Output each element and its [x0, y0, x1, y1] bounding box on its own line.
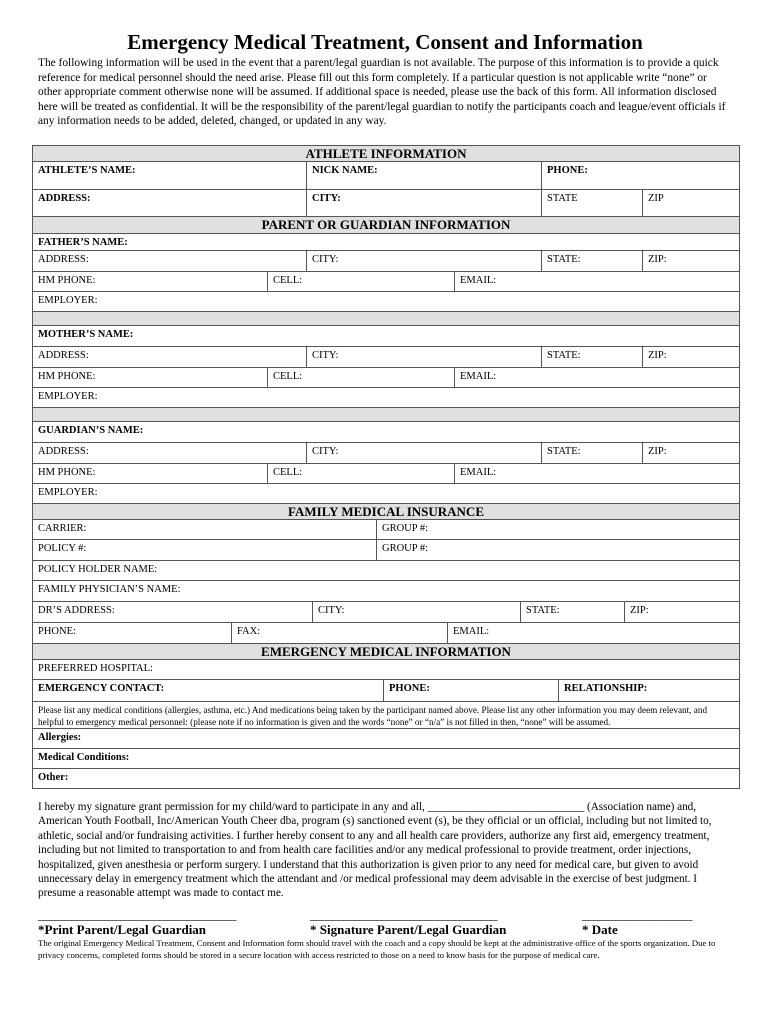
- dr-zip-field[interactable]: ZIP:: [624, 602, 741, 622]
- father-city-field[interactable]: CITY:: [306, 251, 541, 271]
- footer-note: The original Emergency Medical Treatment, Consent and Information form should travel with the coach and a copy should be kept at the administrative office of the sports organization. Due to privacy concerns, completed forms should be stored in a secure location with access restricted to those on a need to know basis for the purpose of medical care.: [38, 938, 716, 960]
- form-title: Emergency Medical Treatment, Consent and Information: [127, 30, 643, 54]
- guardian-name-field[interactable]: GUARDIAN’S NAME:: [38, 425, 144, 436]
- guardian-employer-row: [32, 484, 740, 504]
- guardian-employer-field[interactable]: EMPLOYER:: [38, 487, 98, 498]
- mother-state-field[interactable]: STATE:: [541, 347, 642, 367]
- mother-zip-field[interactable]: ZIP:: [642, 347, 741, 367]
- father-address-field[interactable]: ADDRESS:: [38, 254, 89, 265]
- mother-cell-field[interactable]: CELL:: [267, 368, 454, 387]
- father-zip-field[interactable]: ZIP:: [642, 251, 741, 271]
- athlete-section-header: ATHLETE INFORMATION: [32, 145, 740, 162]
- dr-state-field[interactable]: STATE:: [520, 602, 624, 622]
- guardian-zip-field[interactable]: ZIP:: [642, 443, 741, 463]
- father-address-row: [32, 251, 740, 272]
- father-employer-field[interactable]: EMPLOYER:: [38, 295, 98, 306]
- print-name-label: *Print Parent/Legal Guardian: [38, 922, 207, 937]
- mother-employer-row: [32, 388, 740, 408]
- guardian-phone-row: [32, 464, 740, 484]
- emergency-phone-field[interactable]: PHONE:: [383, 680, 558, 701]
- intro-text: The following information will be used in the event that a parent/legal guardian is not available. The purpose of this information is to provide a quick reference for medical personnel should the need arise. Please fill out this form completely. If a particular question is not applicable write “none” or other appropriate comment otherwise none will be assumed. If additional space is needed, please use the back of this form. All information disclosed here will be treated as confidential. It will be the responsibility of the parent/legal guardian to notify the participants coach and league/event officials if any information needs to be added, deleted, changed, or updated in any way.: [38, 57, 726, 128]
- date-line[interactable]: ____________________: [582, 908, 692, 922]
- mother-address-field[interactable]: ADDRESS:: [38, 350, 89, 361]
- hospital-row: [32, 660, 740, 680]
- father-cell-field[interactable]: CELL:: [267, 272, 454, 291]
- mother-city-field[interactable]: CITY:: [306, 347, 541, 367]
- dr-fax-field[interactable]: FAX:: [231, 623, 447, 643]
- athlete-phone-field[interactable]: PHONE:: [541, 162, 741, 189]
- dr-phone-field[interactable]: PHONE:: [38, 626, 76, 637]
- guardian-address-field[interactable]: ADDRESS:: [38, 446, 89, 457]
- carrier-field[interactable]: CARRIER:: [38, 523, 87, 534]
- father-name-field[interactable]: FATHER’S NAME:: [38, 237, 128, 248]
- policy-number-field[interactable]: POLICY #:: [38, 543, 87, 554]
- policy-holder-field[interactable]: POLICY HOLDER NAME:: [38, 564, 158, 575]
- dr-email-field[interactable]: EMAIL:: [447, 623, 741, 643]
- insurance-section-header: FAMILY MEDICAL INSURANCE: [32, 504, 740, 520]
- carrier-row: [32, 520, 740, 540]
- medical-conditions-field[interactable]: Medical Conditions:: [38, 752, 130, 763]
- athlete-name-row: [32, 162, 740, 190]
- father-email-field[interactable]: EMAIL:: [454, 272, 741, 291]
- athlete-zip-field[interactable]: ZIP: [642, 190, 741, 216]
- allergies-field[interactable]: Allergies:: [38, 732, 82, 743]
- father-phone-row: [32, 272, 740, 292]
- other-row: [32, 769, 740, 789]
- medical-note: Please list any medical conditions (allergies, asthma, etc.) And medications being taken by the participant named above. Please list any other information you may deem relevant, and helpful to emergency medical personnel: (please note if no information is given and the words “none” or “n/a” is not filled in then, “none” will be assumed.: [32, 702, 740, 729]
- mother-hm-phone-field[interactable]: HM PHONE:: [38, 371, 96, 382]
- guardian-name-row: [32, 422, 740, 443]
- date-label: * Date: [582, 922, 618, 937]
- mother-name-row: [32, 326, 740, 347]
- mother-phone-row: [32, 368, 740, 388]
- athlete-state-field[interactable]: STATE: [541, 190, 642, 216]
- athlete-city-field[interactable]: CITY:: [306, 190, 541, 216]
- dr-city-field[interactable]: CITY:: [312, 602, 520, 622]
- physician-name-field[interactable]: FAMILY PHYSICIAN’S NAME:: [38, 584, 181, 595]
- father-state-field[interactable]: STATE:: [541, 251, 642, 271]
- guardian-hm-phone-field[interactable]: HM PHONE:: [38, 467, 96, 478]
- mother-email-field[interactable]: EMAIL:: [454, 368, 741, 387]
- dr-address-field[interactable]: DR’S ADDRESS:: [38, 605, 115, 616]
- preferred-hospital-field[interactable]: PREFERRED HOSPITAL:: [38, 663, 153, 674]
- athlete-address-field[interactable]: ADDRESS:: [38, 193, 91, 204]
- athlete-name-field[interactable]: ATHLETE’S NAME:: [38, 165, 136, 176]
- print-name-line[interactable]: ____________________________________: [38, 908, 236, 922]
- other-field[interactable]: Other:: [38, 772, 69, 783]
- guardian-email-field[interactable]: EMAIL:: [454, 464, 741, 483]
- conditions-row: [32, 749, 740, 769]
- mother-employer-field[interactable]: EMPLOYER:: [38, 391, 98, 402]
- dr-phone-row: [32, 623, 740, 644]
- signature-line[interactable]: __________________________________: [310, 908, 497, 922]
- mother-name-field[interactable]: MOTHER’S NAME:: [38, 329, 134, 340]
- guardian-address-row: [32, 443, 740, 464]
- policy-holder-row: [32, 561, 740, 581]
- signature-label: * Signature Parent/Legal Guardian: [310, 922, 507, 937]
- allergies-row: [32, 729, 740, 749]
- guardian-city-field[interactable]: CITY:: [306, 443, 541, 463]
- emergency-contact-row: [32, 680, 740, 702]
- father-hm-phone-field[interactable]: HM PHONE:: [38, 275, 96, 286]
- parent-section-header: PARENT OR GUARDIAN INFORMATION: [32, 217, 740, 234]
- group-number-2-field[interactable]: GROUP #:: [376, 540, 741, 560]
- guardian-state-field[interactable]: STATE:: [541, 443, 642, 463]
- form-table: [32, 145, 740, 789]
- consent-text: I hereby my signature grant permission for my child/ward to participate in any and all, ____________________________ (Association name) and, American Youth Football, Inc/American Youth Cheer dba, program (s) sanctioned event (s), be they official or un official, including but not limited to, athletic, social and/or fundraising activities. I further hereby consent to any and all health care providers, authorize any first aid, emergency treatment, including but not limited to transportation to and from health care facilities and/or any medical professional to provide treatment, order injections, hospitalized, given anesthesia or perform surgery. I understand that this authorization is given prior to any need for medical care, but given to avoid unnecessary delay in emergency treatment which the attendant and /or medical professional may deem advisable in the exercise of best judgment. I presume a reasonable attempt was made to contact me.: [38, 801, 712, 900]
- policy-row: [32, 540, 740, 561]
- emergency-contact-field[interactable]: EMERGENCY CONTACT:: [38, 683, 165, 694]
- emergency-section-header: EMERGENCY MEDICAL INFORMATION: [32, 644, 740, 660]
- dr-address-row: [32, 602, 740, 623]
- nick-name-field[interactable]: NICK NAME:: [306, 162, 541, 189]
- athlete-address-row: [32, 190, 740, 217]
- father-name-row: [32, 234, 740, 251]
- group-number-field[interactable]: GROUP #:: [376, 520, 741, 539]
- relationship-field[interactable]: RELATIONSHIP:: [558, 680, 741, 701]
- father-employer-row: [32, 292, 740, 312]
- section-gap: [32, 312, 740, 326]
- physician-row: [32, 581, 740, 602]
- mother-address-row: [32, 347, 740, 368]
- section-gap: [32, 408, 740, 422]
- guardian-cell-field[interactable]: CELL:: [267, 464, 454, 483]
